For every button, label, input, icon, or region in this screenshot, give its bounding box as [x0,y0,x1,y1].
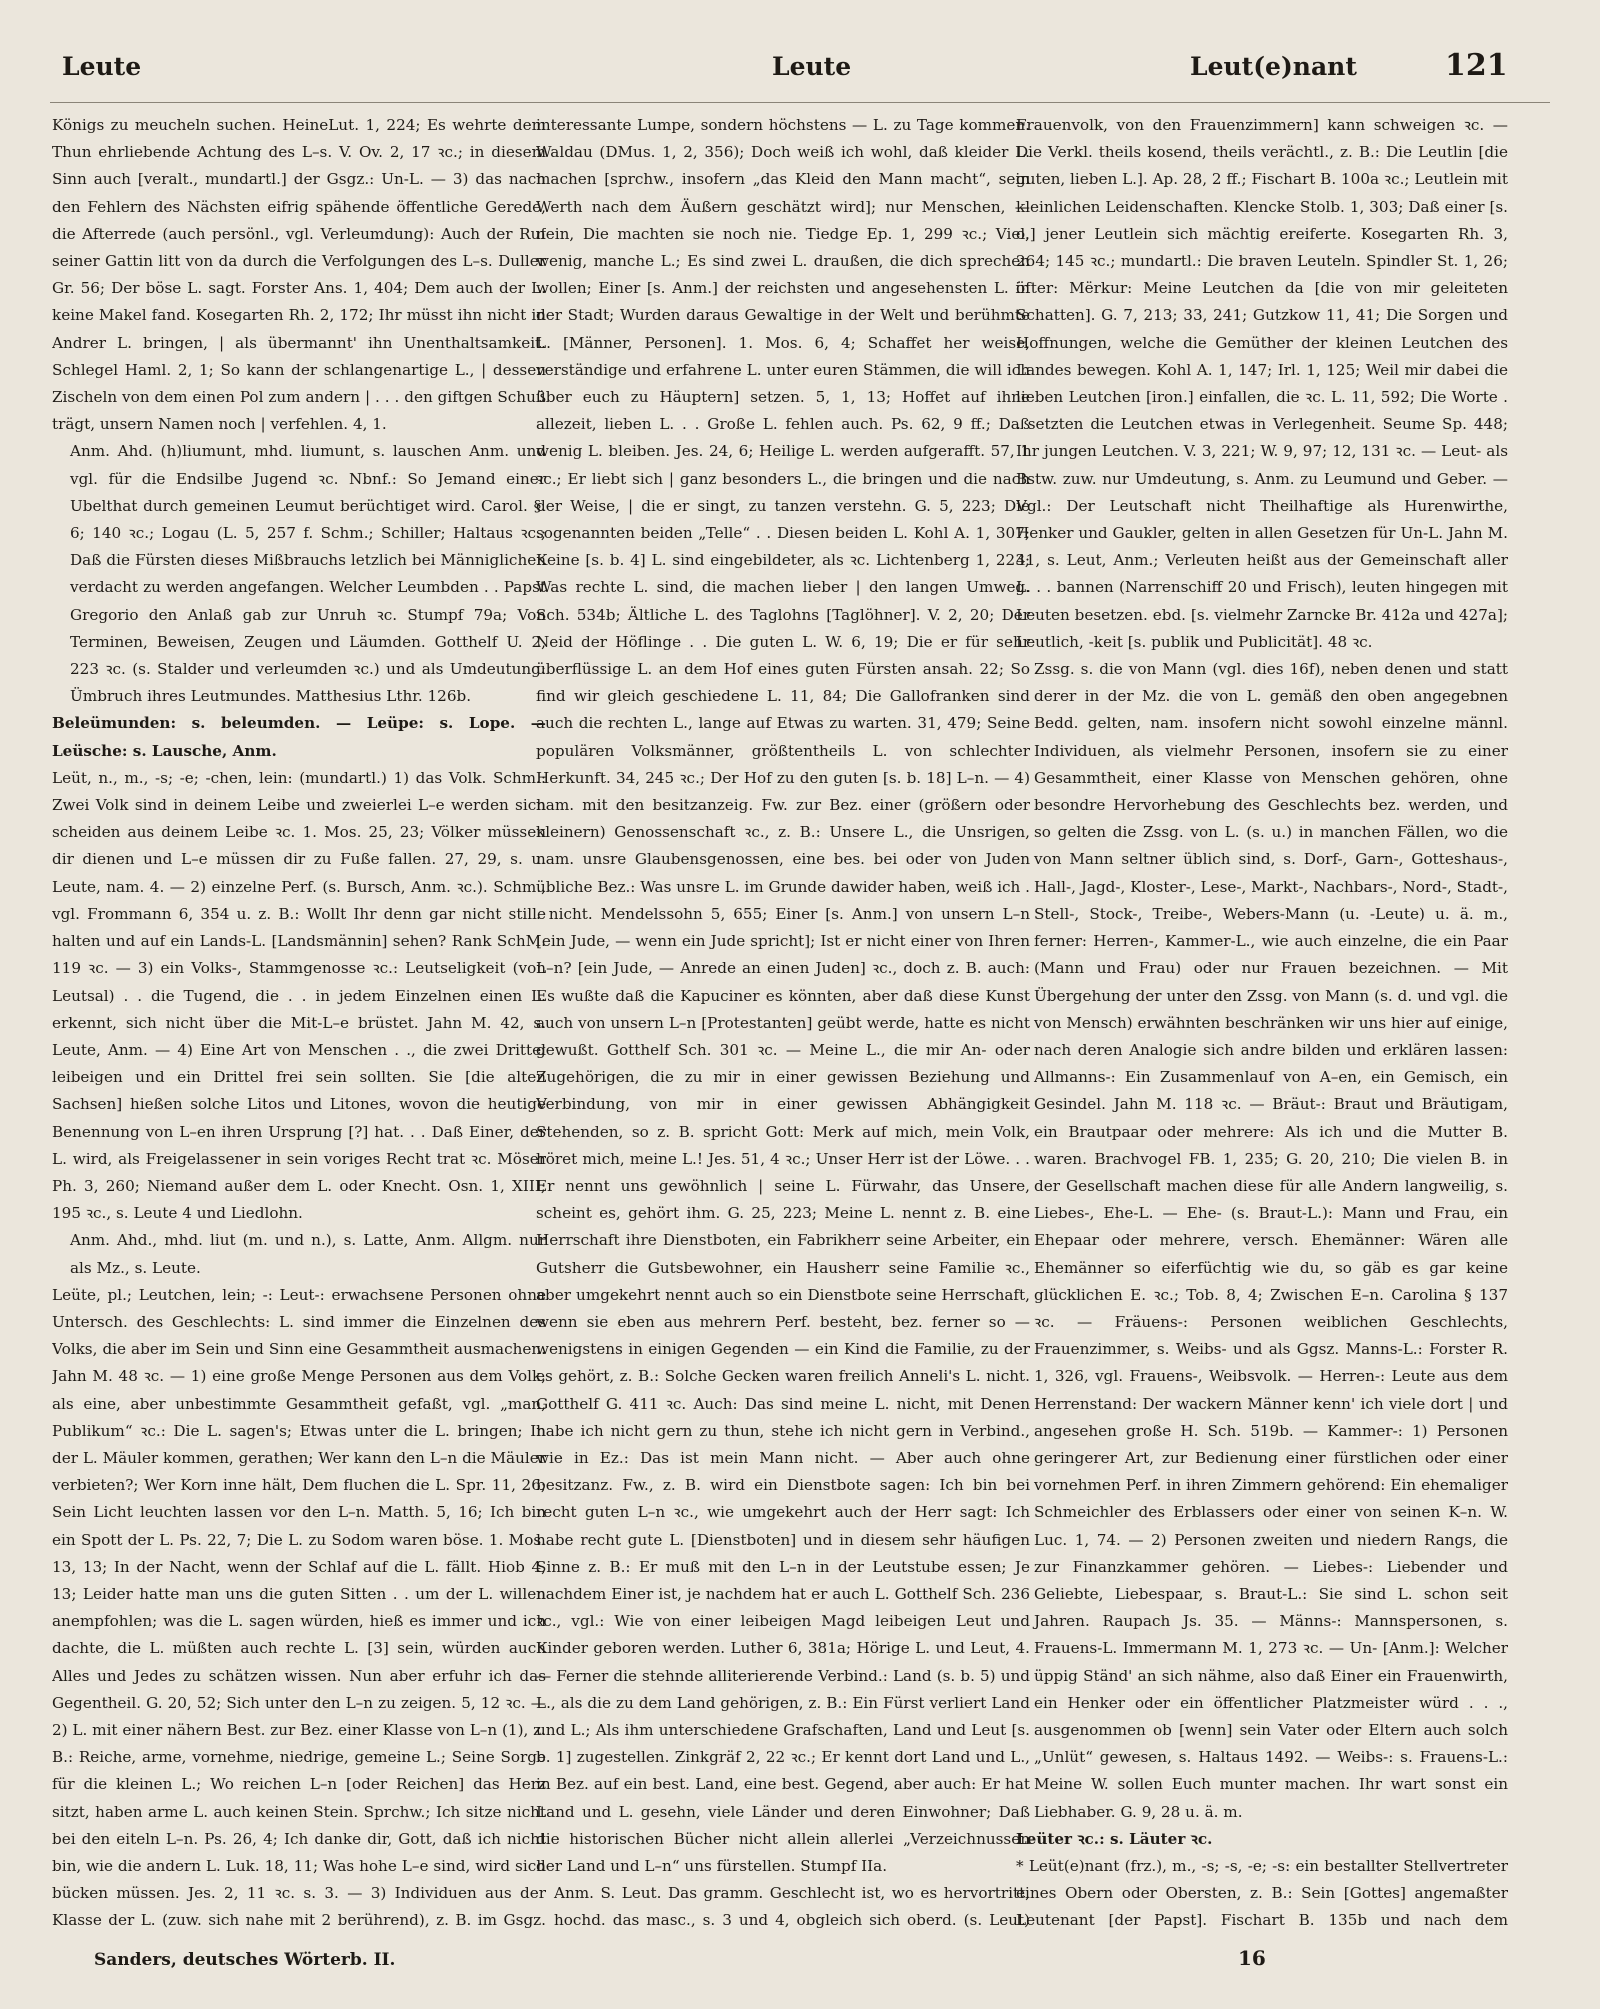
paragraph: Frauenvolk, von den Frauenzimmern] kann schweigen ꝛc. — Die Verkl. theils kosend, theils verächtl., z. B.: Die Leutlin [die guten, lieben L.]. Ap. 28, 2 ff.; Fischart B. 100a ꝛc.; Leutlein mit kleinlichen Leidenschaften. Klencke Stolb. 1, 303; Daß einer [s. o.] jener Leutlein sich mächtig ereiferte. Kosegarten Rh. 3, 264; 145 ꝛc.; mundartl.: Die braven Leuteln. Spindler St. 1, 26; öfter: Mërkur: Meine Leutchen da [die von mir geleiteten Schatten]. G. 7, 213; 33, 241; Gutzkow 11, 41; Die Sorgen und Hoffnungen, welche die Gemüther der kleinen Leutchen des Landes bewegen. Kohl A. 1, 147; Irl. 1, 125; Weil mir dabei die lieben Leutchen [iron.] einfallen, die ꝛc. L. 11, 592; Die Worte . . setzten die Leutchen etwas in Verlegenheit. Seume Sp. 448; Ihr jungen Leutchen. V. 3, 221; W. 9, 97; 12, 131 ꝛc. — Leut- als Bstw. zuw. nur Umdeutung, s. Anm. zu Leumund und Geber. — Vgl.: Der Leutschaft nicht Theilhaftige als Hurenwirthe, Henker und Gaukler, gelten in allen Gesetzen für Un-L. Jahn M. 41, s. Leut, Anm.; Verleuten heißt aus der Gemeinschaft aller L. . . bannen (Narrenschiff 20 und Frisch), leuten hingegen mit Leuten besetzen. ebd. [s. vielmehr Zarncke Br. 412a und 427a]; Leutlich, -keit [s. publik und Publicität]. 48 ꝛc. [1016,116,1508,651]
entry-leute: Leüte, pl.; Leutchen, lein; -: Leut-: erwachsene Personen ohne Untersch. des Geschlechts: L. sind immer die Einzelnen des Volks, die aber im Sein und Sinn eine Gesammtheit ausmachen. Jahn M. 48 ꝛc. — 1) eine große Menge Personen aus dem Volk, als eine, aber unbestimmte Gesammtheit gefaßt, vgl. „man, Publikum“ ꝛc.: Die L. sagen's; Etwas unter die L. bringen; In der L. Mäuler kommen, gerathen; Wer kann den L–n die Mäuler verbieten?; Wer Korn inne hält, Dem fluchen die L. Spr. 11, 26; Sein Licht leuchten lassen vor den L–n. Matth. 5, 16; Ich bin ein Spott der L. Ps. 22, 7; Die L. zu Sodom waren böse. 1. Mos. 13, 13; In der Nacht, wenn der Schlaf auf die L. fällt. Hiob 4, 13; Leider hatte man uns die guten Sitten . . um der L. willen anempfohlen; was die L. sagen würden, hieß es immer und ich dachte, die L. müßten auch rechte L. [3] sein, würden auch Alles und Jedes zu schätzen wissen. Nun aber erfuhr ich das Gegentheil. G. 20, 52; Sich unter den L–n zu zeigen. 5, 12 ꝛc. — 2) L. mit einer nähern Best. zur Bez. einer Klasse von L–n (1), z. B.: Reiche, arme, vornehme, niedrige, gemeine L.; Seine Sorge für die kleinen L.; Wo reichen L–n [oder Reichen] das Herz sitzt, haben arme L. auch keinen Stein. Sprchw.; Ich sitze nicht bei den eiteln L–n. Ps. 26, 4; Ich danke dir, Gott, daß ich nicht bin, wie die andern L. Luk. 18, 11; Was hohe L–e sind, wird sich bücken müssen. Jes. 2, 11 ꝛc. s. 3. — 3) Individuen aus der Klasse der L. (zuw. sich nahe mit 2 berührend), z. B. im Gsgz. [52,1285,546,1930]
annotation-paragraph: Anm. Ahd., mhd. liut (m. und n.), s. Latte, Anm. Allgm. nur als Mz., s. Leute. [70,1231,546,1277]
entry-leutnant: * Leüt(e)nant (frz.), m., -s; -s, -e; -s: ein bestallter Stellvertreter eines Obern oder Obersten, z. B.: Sein [Gottes] angemaßter Leutenant [der Papst]. Fischart B. 135b und nach dem [1016,1857,1508,1930]
compounds-paragraph: Zssg. s. die von Mann (vgl. dies 16f), neben denen und statt derer in der Mz. die von L. gemäß den oben angegebnen Bedd. gelten, nam. insofern nicht sowohl einzelne männl. Individuen, als vielmehr Personen, insofern sie zu einer Gesammtheit, einer Klasse von Menschen gehören, ohne besondre Hervorhebung des Geschlechts bez. werden, und so gelten die Zssg. von L. (s. u.) in manchen Fällen, wo die von Mann seltner üblich sind, s. Dorf-, Garn-, Gotteshaus-, Hall-, Jagd-, Kloster-, Lese-, Markt-, Nachbars-, Nord-, Stadt-, Stell-, Stock-, Treibe-, Webers-Mann (u. -Leute) u. ä. m., ferner: Herren-, Kammer-L., wie auch einzelne, die ein Paar (Mann und Frau) oder nur Frauen bezeichnen. — Mit Übergehung der unter den Zssg. von Mann (s. d. und vgl. die von Mensch) erwähnten beschränken wir uns hier auf einige, nach deren Analogie sich andre bilden und erklären lassen: Allmanns-: Ein Zusammenlauf von A–en, ein Gemisch, ein Gesindel. Jahn M. 118 ꝛc. — Bräut-: Braut und Bräutigam, ein Brautpaar oder mehrere: Als ich und die Mutter B. waren. Brachvogel FB. 1, 235; G. 20, 210; Die vielen B. in der Gesellschaft machen diese für alle Andern langweilig, s. Liebes-, Ehe-L. — Ehe- (s. Braut-L.): Mann und Frau, ein Ehepaar oder mehrere, versch. Ehemänner: Wären alle Ehemänner so eiferfüchtig wie du, so gäb es gar keine glücklichen E. ꝛc.; Tob. 8, 4; Zwischen E–n. Carolina § 137 ꝛc. — Fräuens-: Personen weiblichen Geschlechts, Frauenzimmer, s. Weibs- und als Ggsz. Manns-L.: Forster R. 1, 326, vgl. Frauens-, Weibsvolk. — Herren-: Leute aus dem Herrenstand: Der wackern Männer kenn' ich viele dort | und angesehen große H. Sch. 519b. — Kammer-: 1) Personen geringerer Art, zur Bedienung einer fürstlichen oder einer vornehmen Perf. in ihren Zimmern gehörend: Ein ehemaliger Schmeichler des Erblassers oder einer von seinen K–n. W. Luc. 1, 74. — 2) Personen zweiten und niedern Rangs, die zur Finanzkammer gehören. — Liebes-: Liebender und Geliebte, Liebespaar, s. Braut-L.: Sie sind L. schon seit Jahren. Raupach Js. 35. — Männs-: Mannspersonen, s. Frauens-L. Immermann M. 1, 273 ꝛc. — Un- [Anm.]: Welcher üppig Ständ' an sich nähme, also daß Einer ein Frauenwirth, ein Henker oder ein öffentlicher Platzmeister würd . . ., ausgenommen ob [wenn] sein Vater oder Eltern auch solch „Unlüt“ gewesen, s. Haltaus 1492. — Weibs-: s. Frauens-L.: Meine W. sollen Euch munter machen. Ihr wart sonst ein Liebhaber. G. 9, 28 u. ä. m. [1034,660,1508,1821]
footer-sheet-number: 16 [1238,1946,1266,1970]
paragraph: Königs zu meucheln suchen. HeineLut. 1, 224; Es wehrte dem Thun ehrliebende Achtung des L–s. V. Ov. 2, 17 ꝛc.; in diesem Sinn auch [veralt., mundartl.] der Gsgz.: Un-L. — 3) das nach den Fehlern des Nächsten eifrig spähende öffentliche Gerede, die Afterrede (auch persönl., vgl. Verleumdung): Auch der Ruf seiner Gattin litt von da durch die Verfolgungen des L–s. Duller Gr. 56; Der böse L. sagt. Forster Ans. 1, 404; Dem auch der L. keine Makel fand. Kosegarten Rh. 2, 172; Ihr müsst ihn nicht in Andrer L. bringen, | als übermannt' ihn Unenthaltsamkeit. Schlegel Haml. 2, 1; So kann der schlangenartige L., | dessen Zischeln von dem einen Pol zum andern | . . . den giftgen Schuß trägt, unsern Namen noch | verfehlen. 4, 1. [52,116,546,434]
footer-signature: Sanders, deutsches Wörterb. II. [94,1950,396,1970]
paragraph: interessante Lumpe, sondern höchstens — L. zu Tage kommen. Waldau (DMus. 1, 2, 356); Doch weiß ich wohl, daß kleider L. machen [sprchw., insofern „das Kleid den Mann macht“, sein Werth nach dem Äußern geschätzt wird]; nur Menschen, — nein, Die machten sie noch nie. Tiedge Ep. 1, 299 ꝛc.; Viel, wenig, manche L.; Es sind zwei L. draußen, die dich sprechen wollen; Einer [s. Anm.] der reichsten und angesehensten L. in der Stadt; Wurden daraus Gewaltige in der Welt und berühmte L. [Männer, Personen]. 1. Mos. 6, 4; Schaffet her weise, verständige und erfahrene L. unter euren Stämmen, die will ich über euch zu Häuptern] setzen. 5, 1, 13; Hoffet auf ihne allezeit, lieben L. . . Große L. fehlen auch. Ps. 62, 9 ff.; Daß wenig L. bleiben. Jes. 24, 6; Heilige L. werden aufgerafft. 57, 1 ꝛc.; Er liebt sich | ganz besonders L., die bringen und die nach der Weise, | die er singt, zu tanzen verstehn. G. 5, 223; Die sogenannten beiden „Telle“ . . Diesen beiden L. Kohl A. 1, 307; Keine [s. b. 4] L. sind eingebildeter, als ꝛc. Lichtenberg 1, 223; Was rechte L. sind, die machen lieber | den langen Umweg. Sch. 534b; Ältliche L. des Taglohns [Taglöhner]. V. 2, 20; Der Neid der Höflinge . . Die guten L. W. 6, 19; Die er für sehr überflüssige L. an dem Hof eines guten Fürsten ansah. 22; So find wir gleich geschiedene L. 11, 84; Die Gallofranken sind auch die rechten L., lange auf Etwas zu warten. 31, 479; Seine populären Volksmänner, größtentheils L. von schlechter Herkunft. 34, 245 ꝛc.; Der Hof zu den guten [s. b. 18] L–n. — 4) nam. mit den besitzanzeig. Fw. zur Bez. einer (größern oder kleinern) Genossenschaft ꝛc., z. B.: Unsere L., die Unsrigen, nam. unsre Glaubensgenossen, eine bes. bei oder von Juden übliche Bez.: Was unsre L. im Grunde dawider haben, weiß ich . . nicht. Mendelssohn 5, 655; Einer [s. Anm.] von unsern L–n [ein Jude, — wenn ein Jude spricht]; Ist er nicht einer von Ihren L–n? [ein Jude, — Anrede an einen Juden] ꝛc., doch z. B. auch: Es wußte daß die Kapuciner es könnten, aber daß diese Kunst auch von unsern L–n [Protestanten] geübt werde, hatte es nicht gewußt. Gotthelf Sch. 301 ꝛc. — Meine L., die mir An- oder Zugehörigen, die zu mir in einer gewissen Beziehung und Verbindung, von mir in einer gewissen Abhängigkeit Stehenden, so z. B. spricht Gott: Merk auf mich, mein Volk, höret mich, meine L.! Jes. 51, 4 ꝛc.; Unser Herr ist der Löwe. . . Er nennt uns gewöhnlich | seine L. Fürwahr, das Unsere, scheint es, gehört ihm. G. 25, 223; Meine L. nennt z. B. eine Herrschaft ihre Dienstboten, ein Fabrikherr seine Arbeiter, ein Gutsherr die Gutsbewohner, ein Hausherr seine Familie ꝛc., aber umgekehrt nennt auch so ein Dienstbote seine Herrschaft, wenn sie eben aus mehrern Perf. besteht, bez. ferner so — wenigstens in einigen Gegenden — ein Kind die Familie, zu der es gehört, z. B.: Solche Gecken waren freilich Anneli's L. nicht. Gotthelf G. 411 ꝛc. Auch: Das sind meine L. nicht, mit Denen habe ich nicht gern zu thun, stehe ich nicht gern in Verbind., wie in Ez.: Das ist mein Mann nicht. — Aber auch ohne besitzanz. Fw., z. B. wird ein Dienstbote sagen: Ich bin bei recht guten L–n ꝛc., wie umgekehrt auch der Herr sagt: Ich habe recht gute L. [Dienstboten] und in diesem sehr häufigen Sinne z. B.: Er muß mit den L–n in der Leutstube essen; Je nachdem Einer ist, je nachdem hat er auch L. Gotthelf Sch. 236 ꝛc., vgl.: Wie von einer leibeigen Magd leibeigen Leut und Kinder geboren werden. Luther 6, 381a; Hörige L. und Leut, 4. — Ferner die stehnde alliterierende Verbind.: Land (s. b. 5) und L., als die zu dem Land gehörigen, z. B.: Ein Fürst verliert Land und L.; Als ihm unterschiedene Grafschaften, Land und Leut [s. b. 1] zugestellen. Zinkgräf 2, 22 ꝛc.; Er kennt dort Land und L., in Bez. auf ein best. Land, eine best. Gegend, aber auch: Er hat Land und L. gesehn, viele Länder und deren Einwohner; Daß die historischen Bücher nicht allein allerlei „Verzeichnussen der Land und L–n“ uns fürstellen. Stumpf IIa. [536,116,1030,1875]
page-header [50,48,1550,92]
annotation-paragraph: Anm. S. Leut. Das gramm. Geschlecht ist, wo es hervortritt, hochd. das masc., s. 3 und 4, obgleich sich oberd. (s. Leut) [554,1884,1030,1930]
entry-leut: Leüt, n., m., -s; -e; -chen, lein: (mundartl.) 1) das Volk. Schm.: Zwei Volk sind in deinem Leibe und zweierlei L–e werden sich scheiden aus deinem Leibe ꝛc. 1. Mos. 25, 23; Völker müssen dir dienen und L–e müssen dir zu Fuße fallen. 27, 29, s. u. Leute, nam. 4. — 2) einzelne Perf. (s. Bursch, Anm. ꝛc.). Schm., vgl. Frommann 6, 354 u. z. B.: Wollt Ihr denn gar nicht stille halten und auf ein Lands-L. [Landsmännin] sehen? Rank SchM. 119 ꝛc. — 3) ein Volks-, Stammgenosse ꝛc.: Leutseligkeit (von Leutsal) . . die Tugend, die . . in jedem Einzelnen einen L. erkennt, sich nicht über die Mit-L–e brüstet. Jahn M. 42, s. Leute, Anm. — 4) Eine Art von Menschen . ., die zwei Drittel leibeigen und ein Drittel frei sein sollten. Sie [die alten Sachsen] hießen solche Litos und Litones, wovon die heutige Benennung von L–en ihren Ursprung [?] hat. . . Daß Einer, der L. wird, als Freigelassener in sein voriges Recht trat ꝛc. Möser Ph. 3, 260; Niemand außer dem L. oder Knecht. Osn. 1, XIII; 195 ꝛc., s. Leute 4 und Liedlohn. [52,768,546,1223]
column-right [1016,112,1508,1932]
page-number: 121 [1445,48,1508,83]
entry-leuter: Leüter ꝛc.: s. Läuter ꝛc. [1016,1829,1213,1848]
header-left-word: Leute [62,52,142,81]
column-middle [536,112,1030,1932]
header-center-word: Leute [772,52,852,81]
entry-beleumunden: Beleümunden: s. beleumden. — Leüpe: s. Lope. — Leüsche: s. Lausche, Anm. [52,714,546,760]
column-left [52,112,546,1932]
header-right-word: Leut(e)nant [1190,52,1357,81]
header-rule [50,102,1550,103]
annotation-paragraph: Anm. Ahd. (h)liumunt, mhd. liumunt, s. lauschen Anm. und vgl. für die Endsilbe Jugend ꝛc. Nbnf.: So Jemand einer Ubelthat durch gemeinen Leumut berüchtiget wird. Carol. §. 6; 140 ꝛc.; Logau (L. 5, 257 f. Schm.; Schiller; Haltaus ꝛc.; Daß die Fürsten dieses Mißbrauchs letzlich bei Männiglichen verdacht zu werden angefangen. Welcher Leumbden . . Papst Gregorio den Anlaß gab zur Unruh ꝛc. Stumpf 79a; Von Terminen, Beweisen, Zeugen und Läumden. Gotthelf U. 2, 223 ꝛc. (s. Stalder und verleumden ꝛc.) und als Umdeutung: Ümbruch ihres Leutmundes. Matthesius Lthr. 126b. [70,442,546,706]
